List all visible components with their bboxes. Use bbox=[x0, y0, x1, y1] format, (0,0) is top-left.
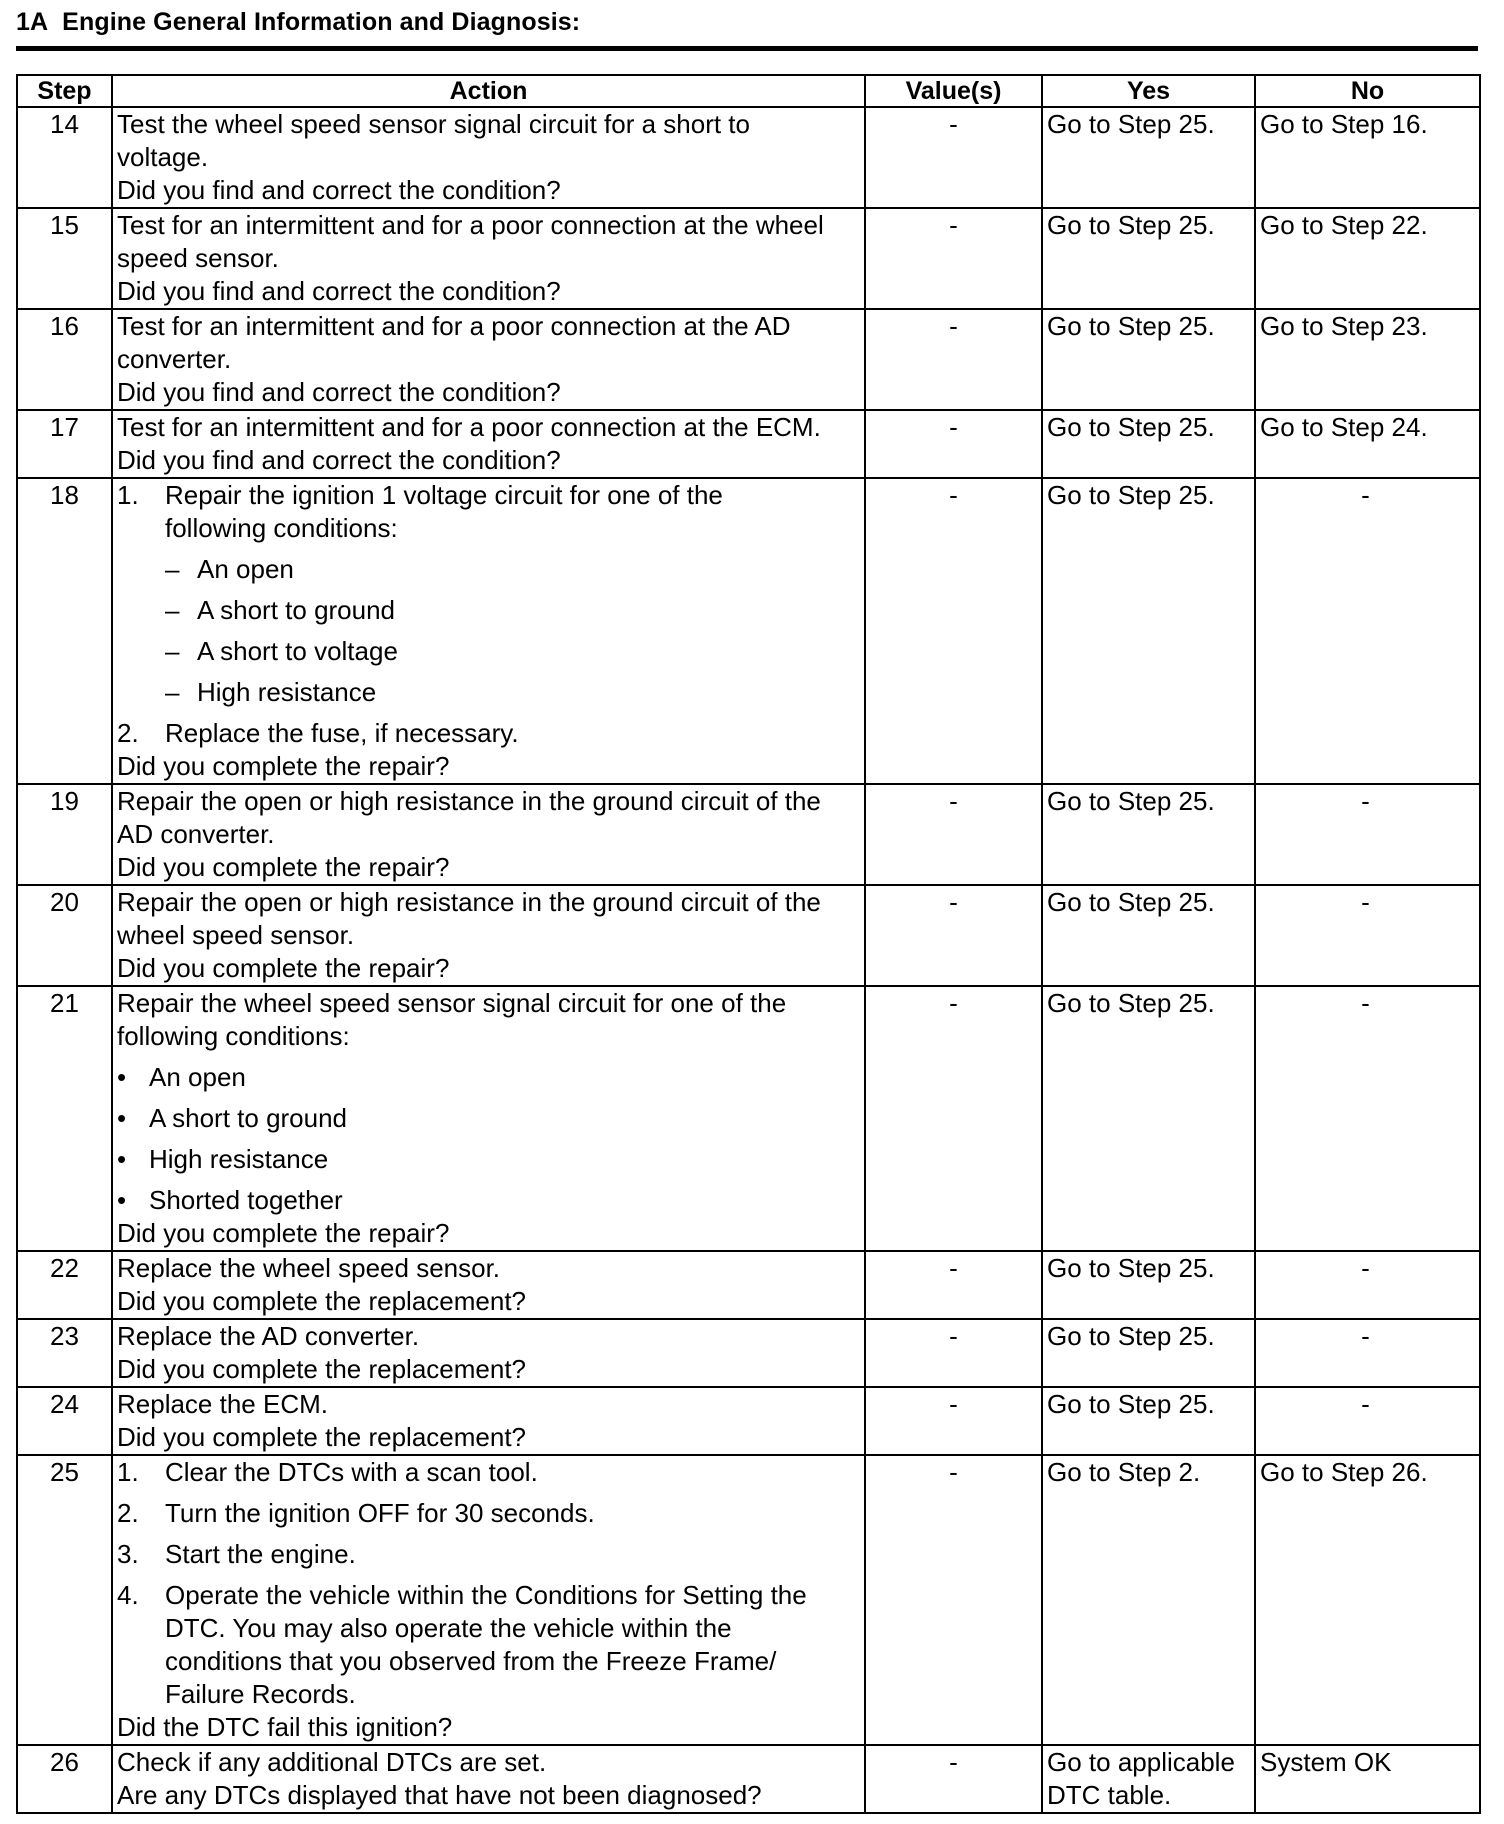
dash-marker: – bbox=[165, 677, 180, 707]
step-number: 26 bbox=[17, 1745, 112, 1813]
step-number: 19 bbox=[17, 784, 112, 885]
item-text: Clear the DTCs with a scan tool. bbox=[165, 1457, 538, 1487]
step-number: 15 bbox=[17, 208, 112, 309]
table-row bbox=[17, 1745, 1480, 1813]
action-question: Did you find and correct the condition? bbox=[117, 377, 561, 407]
action-cell bbox=[112, 1387, 865, 1455]
value-cell: - bbox=[865, 986, 1042, 1251]
action-cell bbox=[112, 1745, 865, 1813]
item-number: 3. bbox=[117, 1539, 139, 1569]
action-line: Repair the wheel speed sensor signal circuit for one of the bbox=[117, 988, 787, 1018]
yes-cell: Go to Step 25. bbox=[1042, 1251, 1255, 1319]
yes-cell: Go to Step 2. bbox=[1042, 1455, 1255, 1745]
table-row bbox=[17, 309, 1480, 410]
table-row bbox=[17, 107, 1480, 208]
value-cell: - bbox=[865, 1455, 1042, 1745]
no-cell: Go to Step 26. bbox=[1255, 1455, 1480, 1745]
yes-cell: Go to Step 25. bbox=[1042, 478, 1255, 784]
item-text: following conditions: bbox=[165, 513, 398, 543]
table-row bbox=[17, 208, 1480, 309]
dash-item-text: High resistance bbox=[197, 677, 377, 707]
no-cell: Go to Step 22. bbox=[1255, 208, 1480, 309]
action-line: Replace the AD converter. bbox=[117, 1321, 420, 1351]
value-cell: - bbox=[865, 1387, 1042, 1455]
item-text: DTC. You may also operate the vehicle within the bbox=[165, 1613, 732, 1643]
value-cell: - bbox=[865, 309, 1042, 410]
dash-item bbox=[165, 635, 860, 668]
step-number: 20 bbox=[17, 885, 112, 986]
yes-cell: Go to Step 25. bbox=[1042, 309, 1255, 410]
value-cell: - bbox=[865, 885, 1042, 986]
bullet-item bbox=[117, 1102, 860, 1135]
bullet-item-text: High resistance bbox=[149, 1144, 329, 1174]
numbered-item bbox=[117, 1456, 860, 1489]
action-cell bbox=[112, 885, 865, 986]
item-number: 2. bbox=[117, 1498, 139, 1528]
step-number: 21 bbox=[17, 986, 112, 1251]
step-number: 25 bbox=[17, 1455, 112, 1745]
value-cell: - bbox=[865, 784, 1042, 885]
action-cell bbox=[112, 478, 865, 784]
bullet-marker: • bbox=[117, 1144, 127, 1174]
bullet-item bbox=[117, 1143, 860, 1176]
step-number: 18 bbox=[17, 478, 112, 784]
action-question: Did you complete the replacement? bbox=[117, 1354, 527, 1384]
numbered-item bbox=[117, 1538, 860, 1571]
action-line: AD converter. bbox=[117, 819, 275, 849]
action-cell bbox=[112, 1319, 865, 1387]
action-question: Did you complete the replacement? bbox=[117, 1286, 527, 1316]
numbered-item bbox=[117, 1497, 860, 1530]
no-cell: - bbox=[1255, 1319, 1480, 1387]
no-cell: Go to Step 16. bbox=[1255, 107, 1480, 208]
action-line: Replace the ECM. bbox=[117, 1389, 328, 1419]
step-number: 14 bbox=[17, 107, 112, 208]
page-header bbox=[16, 6, 1478, 51]
yes-cell: Go to Step 25. bbox=[1042, 784, 1255, 885]
action-question: Did you complete the repair? bbox=[117, 852, 450, 882]
action-question: Did you complete the repair? bbox=[117, 1218, 450, 1248]
no-cell: - bbox=[1255, 478, 1480, 784]
item-text: Replace the fuse, if necessary. bbox=[165, 718, 519, 748]
item-number: 1. bbox=[117, 1457, 139, 1487]
dash-marker: – bbox=[165, 636, 180, 666]
section-title bbox=[16, 8, 580, 37]
table-row bbox=[17, 885, 1480, 986]
value-cell: - bbox=[865, 208, 1042, 309]
item-text: conditions that you observed from the Freeze Frame/ bbox=[165, 1646, 777, 1676]
yes-cell: Go to Step 25. bbox=[1042, 208, 1255, 309]
dash-marker: – bbox=[165, 595, 180, 625]
item-text: Turn the ignition OFF for 30 seconds. bbox=[165, 1498, 595, 1528]
bullet-marker: • bbox=[117, 1185, 127, 1215]
table-row bbox=[17, 784, 1480, 885]
bullet-item-text: An open bbox=[149, 1062, 246, 1092]
action-question: Did you complete the replacement? bbox=[117, 1422, 527, 1452]
action-line: following conditions: bbox=[117, 1021, 350, 1051]
dash-marker: – bbox=[165, 554, 180, 584]
item-text: Failure Records. bbox=[165, 1679, 356, 1709]
item-text: Start the engine. bbox=[165, 1539, 356, 1569]
yes-cell: Go to Step 25. bbox=[1042, 410, 1255, 478]
numbered-item bbox=[117, 717, 860, 750]
yes-cell: Go to Step 25. bbox=[1042, 885, 1255, 986]
yes-cell: Go to Step 25. bbox=[1042, 1387, 1255, 1455]
yes-line: DTC table. bbox=[1047, 1780, 1172, 1810]
yes-cell: Go to Step 25. bbox=[1042, 107, 1255, 208]
bullet-item bbox=[117, 1061, 860, 1094]
step-number: 16 bbox=[17, 309, 112, 410]
step-number: 17 bbox=[17, 410, 112, 478]
bullet-item-text: Shorted together bbox=[149, 1185, 343, 1215]
bullet-marker: • bbox=[117, 1103, 127, 1133]
action-cell bbox=[112, 208, 865, 309]
value-cell: - bbox=[865, 1319, 1042, 1387]
table-header-row bbox=[17, 75, 1480, 107]
no-cell: - bbox=[1255, 784, 1480, 885]
action-cell bbox=[112, 986, 865, 1251]
dash-item-text: A short to ground bbox=[197, 595, 396, 625]
action-line: Replace the wheel speed sensor. bbox=[117, 1253, 501, 1283]
bullet-item-text: A short to ground bbox=[149, 1103, 348, 1133]
item-number: 2. bbox=[117, 718, 139, 748]
yes-cell: Go to Step 25. bbox=[1042, 986, 1255, 1251]
action-line: Test for an intermittent and for a poor connection at the AD bbox=[117, 311, 791, 341]
action-question: Did you find and correct the condition? bbox=[117, 276, 561, 306]
yes-cell: Go to Step 25. bbox=[1042, 1319, 1255, 1387]
action-question: Did the DTC fail this ignition? bbox=[117, 1712, 453, 1742]
column-header-values: Value(s) bbox=[865, 75, 1042, 107]
step-number: 23 bbox=[17, 1319, 112, 1387]
action-cell bbox=[112, 1251, 865, 1319]
dash-item bbox=[165, 676, 860, 709]
action-line: Test for an intermittent and for a poor connection at the ECM. bbox=[117, 412, 821, 442]
action-cell bbox=[112, 309, 865, 410]
numbered-item bbox=[117, 1579, 860, 1711]
step-number: 24 bbox=[17, 1387, 112, 1455]
yes-cell bbox=[1042, 1745, 1255, 1813]
item-number: 4. bbox=[117, 1580, 139, 1610]
no-cell: System OK bbox=[1255, 1745, 1480, 1813]
action-question: Are any DTCs displayed that have not been diagnosed? bbox=[117, 1780, 762, 1810]
value-cell: - bbox=[865, 410, 1042, 478]
dash-item bbox=[165, 594, 860, 627]
numbered-item bbox=[117, 479, 860, 545]
action-line: Test for an intermittent and for a poor connection at the wheel bbox=[117, 210, 824, 240]
action-question: Did you complete the repair? bbox=[117, 953, 450, 983]
no-cell: - bbox=[1255, 986, 1480, 1251]
section-heading: Engine General Information and Diagnosis: bbox=[62, 8, 581, 36]
column-header-no: No bbox=[1255, 75, 1480, 107]
no-cell: - bbox=[1255, 885, 1480, 986]
table-row bbox=[17, 1387, 1480, 1455]
diagnostic-table bbox=[16, 74, 1481, 1814]
value-cell: - bbox=[865, 1251, 1042, 1319]
action-question: Did you find and correct the condition? bbox=[117, 175, 561, 205]
table-row bbox=[17, 1251, 1480, 1319]
column-header-yes: Yes bbox=[1042, 75, 1255, 107]
step-number: 22 bbox=[17, 1251, 112, 1319]
dash-item-text: A short to voltage bbox=[197, 636, 398, 666]
action-line: speed sensor. bbox=[117, 243, 279, 273]
action-cell bbox=[112, 410, 865, 478]
action-line: Repair the open or high resistance in the ground circuit of the bbox=[117, 887, 821, 917]
action-question: Did you complete the repair? bbox=[117, 751, 450, 781]
item-number: 1. bbox=[117, 480, 139, 510]
no-cell: - bbox=[1255, 1387, 1480, 1455]
action-cell bbox=[112, 784, 865, 885]
dash-item bbox=[165, 553, 860, 586]
action-cell bbox=[112, 107, 865, 208]
table-row bbox=[17, 1319, 1480, 1387]
value-cell: - bbox=[865, 478, 1042, 784]
action-line: Check if any additional DTCs are set. bbox=[117, 1747, 547, 1777]
bullet-marker: • bbox=[117, 1062, 127, 1092]
action-line: converter. bbox=[117, 344, 232, 374]
no-cell: Go to Step 23. bbox=[1255, 309, 1480, 410]
table-row bbox=[17, 478, 1480, 784]
item-text: Operate the vehicle within the Conditions for Setting the bbox=[165, 1580, 807, 1610]
dash-item-text: An open bbox=[197, 554, 294, 584]
table-row bbox=[17, 410, 1480, 478]
table-row bbox=[17, 1455, 1480, 1745]
no-cell: Go to Step 24. bbox=[1255, 410, 1480, 478]
action-line: wheel speed sensor. bbox=[117, 920, 355, 950]
value-cell: - bbox=[865, 107, 1042, 208]
action-cell bbox=[112, 1455, 865, 1745]
action-line: Repair the open or high resistance in the ground circuit of the bbox=[117, 786, 821, 816]
section-number: 1A bbox=[16, 8, 49, 36]
table-row bbox=[17, 986, 1480, 1251]
bullet-item bbox=[117, 1184, 860, 1217]
value-cell: - bbox=[865, 1745, 1042, 1813]
action-line: Test the wheel speed sensor signal circuit for a short to bbox=[117, 109, 750, 139]
no-cell: - bbox=[1255, 1251, 1480, 1319]
yes-line: Go to applicable bbox=[1047, 1747, 1235, 1777]
action-question: Did you find and correct the condition? bbox=[117, 445, 561, 475]
action-line: voltage. bbox=[117, 142, 209, 172]
column-header-action: Action bbox=[112, 75, 865, 107]
item-text: Repair the ignition 1 voltage circuit for one of the bbox=[165, 480, 723, 510]
column-header-step: Step bbox=[17, 75, 112, 107]
